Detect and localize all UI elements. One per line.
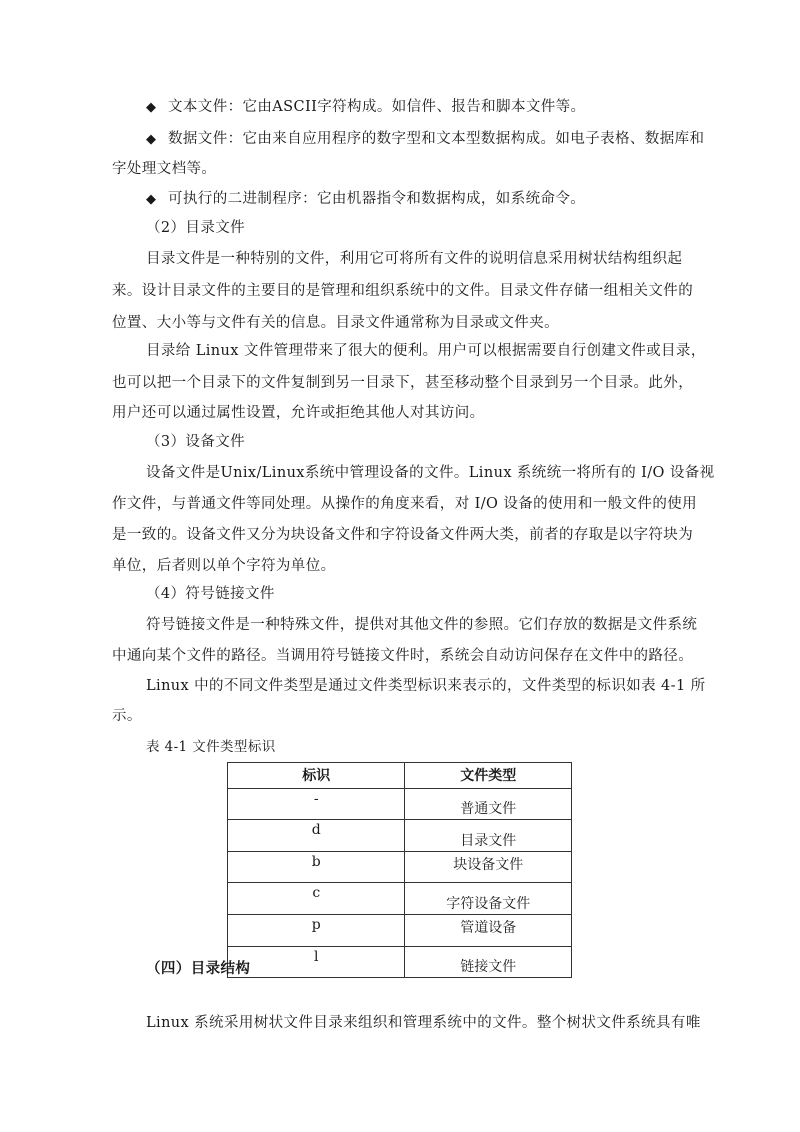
cell-flag: d [228,820,405,852]
cell-flag: c [228,883,405,915]
heading-device-files: （3）设备文件 [146,434,246,450]
bullet-item-data-files: ◆ 数据文件：它由来自应用程序的数字型和文本型数据构成。如电子表格、数据库和 [146,129,704,150]
table-row [228,820,572,852]
paragraph-line: 也可以把一个目录下的文件复制到另一目录下，甚至移动整个目录到另一个目录。此外， [112,375,694,391]
bullet-item-data-files-cont: 字处理文档等。 [112,161,217,177]
table-row [228,788,572,820]
paragraph-line: 作文件，与普通文件等同处理。从操作的角度来看，对 I/O 设备的使用和一般文件的使用 [112,496,698,512]
paragraph-line: Linux 系统采用树状文件目录来组织和管理系统中的文件。整个树状文件系统具有唯 [146,1015,701,1031]
paragraph-line: 来。设计目录文件的主要目的是管理和组织系统中的文件。目录文件存储一组相关文件的 [112,283,694,299]
paragraph-line: 目录文件是一种特别的文件，利用它可将所有文件的说明信息采用树状结构组织起 [146,251,683,267]
paragraph-line: 中通向某个文件的路径。当调用符号链接文件时，系统会自动访问保存在文件中的路径。 [112,648,694,664]
cell-flag: l [228,946,405,978]
cell-type: 块设备文件 [405,851,572,883]
diamond-bullet-icon: ◆ [146,192,157,207]
paragraph-line: 是一致的。设备文件又分为块设备文件和字符设备文件两大类，前者的存取是以字符块为 [112,527,694,543]
cell-type: 管道设备 [405,914,572,946]
paragraph-line: 用户还可以通过属性设置，允许或拒绝其他人对其访问。 [112,405,485,421]
paragraph-line: 示。 [112,708,142,724]
column-header-type: 文件类型 [405,763,572,789]
table-row [228,946,572,978]
heading-directory-structure: （四）目录结构 [146,961,251,977]
bullet-item-executables: ◆ 可执行的二进制程序：它由机器指令和数据构成，如系统命令。 [146,189,585,210]
table-header-row [228,763,572,789]
heading-symlink-files: （4）符号链接文件 [146,586,275,602]
cell-flag: p [228,914,405,946]
cell-type: 链接文件 [405,946,572,978]
paragraph-line: 单位，后者则以单个字符为单位。 [112,558,336,574]
cell-type: 目录文件 [405,820,572,852]
cell-type: 普通文件 [405,788,572,820]
cell-type: 字符设备文件 [405,883,572,915]
table-row [228,883,572,915]
diamond-bullet-icon: ◆ [146,100,157,115]
table-row [228,914,572,946]
paragraph-line: 符号链接文件是一种特殊文件，提供对其他文件的参照。它们存放的数据是文件系统 [146,617,698,633]
cell-flag: - [228,788,405,820]
paragraph-line: Linux 中的不同文件类型是通过文件类型标识来表示的，文件类型的标识如表 4-1 所 [146,678,706,694]
diamond-bullet-icon: ◆ [146,132,157,147]
table-row [228,851,572,883]
cell-flag: b [228,851,405,883]
table-caption: 表 4-1 文件类型标识 [146,739,276,755]
file-type-table [227,762,572,978]
paragraph-line: 位置、大小等与文件有关的信息。目录文件通常称为目录或文件夹。 [112,315,559,331]
paragraph-line: 设备文件是Unix/Linux系统中管理设备的文件。Linux 系统统一将所有的 I/O 设备视 [146,465,715,481]
paragraph-line: 目录给 Linux 文件管理带来了很大的便利。用户可以根据需要自行创建文件或目录， [146,343,706,359]
heading-directory-files: （2）目录文件 [146,220,246,236]
bullet-item-text-files: ◆ 文本文件：它由ASCII字符构成。如信件、报告和脚本文件等。 [146,97,585,118]
column-header-flag: 标识 [228,763,405,789]
